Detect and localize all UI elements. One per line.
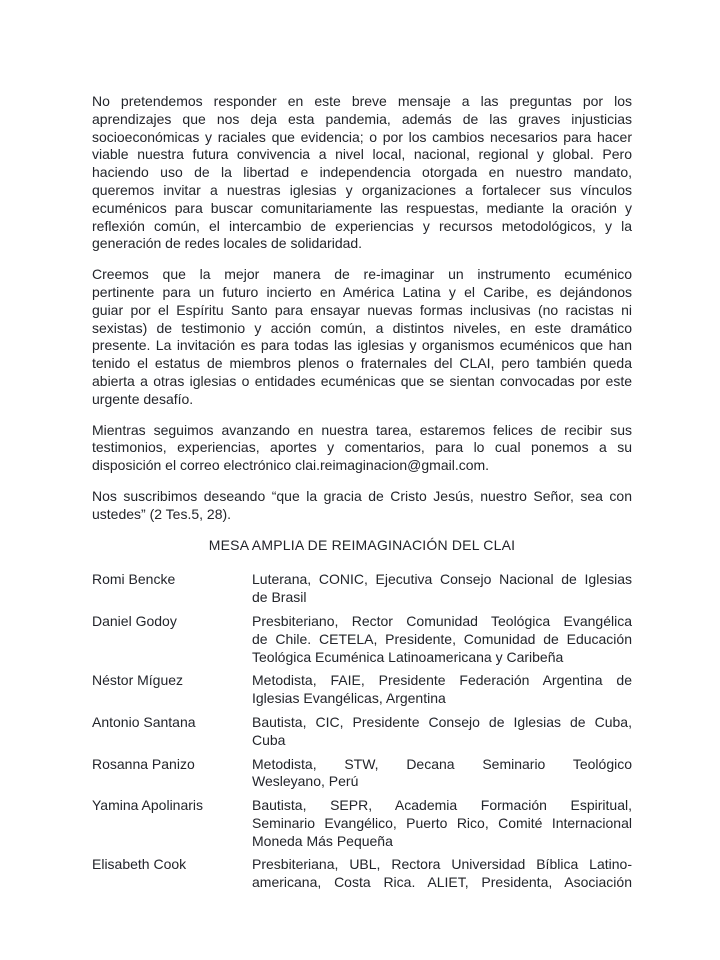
page-content [92,93,632,892]
paragraph-line: reflexión común, el intercambio de experiencias y recursos metodológicos, y la [92,217,632,234]
member-name: Antonio Santana [92,713,196,730]
member-row [92,613,632,666]
member-description-line: Seminario Evangélico, Puerto Rico, Comité Internacional [252,814,632,831]
paragraph-line: No pretendemos responder en este breve mensaje a las preguntas por los [92,93,632,109]
member-description [252,714,632,750]
paragraph-line: guiar por el Espíritu Santo para ensayar nuevas formas inclusivas (no racistas ni [92,301,632,318]
paragraph-line: generación de redes locales de solidaridad. [92,235,363,252]
member-description-line: Presbiteriana, UBL, Rectora Universidad Bíblica Latino- [252,856,632,873]
paragraph-line: socioeconómicas y raciales que evidencia; o por los cambios necesarios para hacer [92,128,632,145]
paragraph-line: aprendizajes que nos deja esta pandemia, además de las graves injusticias [92,110,632,127]
paragraph [92,93,632,253]
paragraph [92,266,632,408]
paragraph-line: ustedes” (2 Tes.5, 28). [92,505,232,522]
members-table [92,571,632,892]
member-row [92,856,632,892]
paragraph-line: sexistas) de testimonio y acción común, a distintos niveles, en este dramático [92,319,632,336]
member-description-line: Bautista, CIC, Presidente Consejo de Iglesias de Cuba, [252,713,632,730]
member-description-line: de Brasil [252,589,307,606]
member-description-line: Teológica Ecuménica Latinoamericana y Caribeña [252,648,564,665]
member-description-line: Moneda Más Pequeña [252,832,393,849]
body-paragraphs [92,93,632,524]
paragraph-line: testimonios, experiencias, aportes y comentarios, para lo cual ponemos a su [92,439,632,456]
section-heading: MESA AMPLIA DE REIMAGINACIÓN DEL CLAI [208,536,516,553]
member-name: Romi Bencke [92,571,176,588]
member-description-line: Wesleyano, Perú [252,773,359,790]
member-description [252,613,632,666]
member-description-line: Bautista, SEPR, Academia Formación Espiritual, [252,797,632,814]
paragraph-line: Nos suscribimos deseando “que la gracia de Cristo Jesús, nuestro Señor, sea con [92,487,632,504]
member-description-line: de Chile. CETELA, Presidente, Comunidad de Educación [252,630,632,647]
member-description [252,756,632,792]
paragraph-line: viable nuestra futura convivencia a nivel local, nacional, regional y global. Pero [92,146,632,163]
member-description-line: Presbiteriano, Rector Comunidad Teológica Evangélica [252,612,632,629]
member-description-line: Metodista, FAIE, Presidente Federación Argentina de [252,672,632,689]
member-description [252,797,632,850]
paragraph [92,422,632,475]
paragraph [92,488,632,524]
paragraph-line: Creemos que la mejor manera de re-imaginar un instrumento ecuménico [92,266,632,283]
paragraph-line: urgente desafío. [92,390,194,407]
paragraph-line: Mientras seguimos avanzando en nuestra tarea, estaremos felices de recibir sus [92,421,632,438]
member-description-line: Cuba [252,731,286,748]
paragraph-line: ecuménicos para buscar comunitariamente las respuestas, mediante la oración y [92,199,632,216]
member-row [92,714,632,750]
member-row [92,571,632,607]
member-name: Daniel Godoy [92,612,177,629]
member-description [252,571,632,607]
member-row [92,672,632,708]
paragraph-line: tenido el estatus de miembros plenos o fraternales del CLAI, pero también queda [92,355,632,372]
paragraph-line: presente. La invitación es para todas las iglesias y organismos ecuménicos que han [92,337,632,354]
member-name: Elisabeth Cook [92,856,187,873]
member-description [252,856,632,892]
paragraph-line: haciendo uso de la libertad e independencia otorgada en nuestro mandato, [92,164,632,181]
member-description-line: Iglesias Evangélicas, Argentina [252,690,446,707]
member-description-line: Metodista, STW, Decana Seminario Teológico [252,755,632,772]
paragraph-line: abierta a otras iglesias o entidades ecuménicas que se sientan convocadas por este [92,372,632,389]
member-description [252,672,632,708]
member-name: Néstor Míguez [92,672,184,689]
paragraph-line: pertinente para un futuro incierto en América Latina y el Caribe, es dejándonos [92,283,632,300]
member-row [92,756,632,792]
member-description-line: americana, Costa Rica. ALIET, Presidenta, Asociación [252,874,632,891]
member-name: Rosanna Panizo [92,755,195,772]
paragraph-line: queremos invitar a nuestras iglesias y organizaciones a fortalecer sus vínculos [92,181,632,198]
member-name: Yamina Apolinaris [92,797,204,814]
member-description-line: Luterana, CONIC, Ejecutiva Consejo Nacional de Iglesias [252,571,632,588]
paragraph-line: disposición el correo electrónico clai.reimaginacion@gmail.com. [92,457,490,474]
member-row [92,797,632,850]
